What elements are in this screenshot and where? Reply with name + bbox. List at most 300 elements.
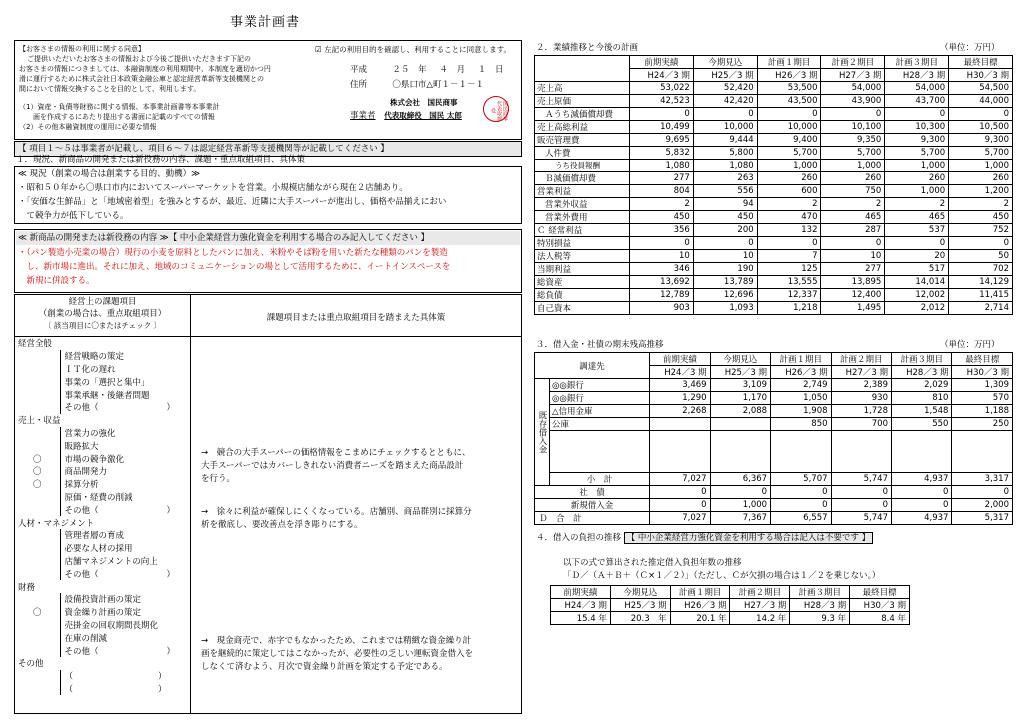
issue-check-mark (15, 555, 60, 568)
loan-column-header: 最終目標 (952, 353, 1013, 366)
address-value: 〇県口市△町１－１－１ (392, 80, 484, 90)
current-status-line: ・昭和５０年から〇県口市内においてスーパーマーケットを営業。小規模店舗ながら現在２店舗あり。 (18, 183, 408, 193)
burden-column-header: 今期見込 (610, 586, 670, 599)
issue-item-row (15, 465, 190, 478)
performance-row (535, 302, 1013, 315)
performance-value: 43,900 (821, 95, 885, 108)
issue-category-row (15, 337, 190, 350)
current-status-line: て競争力が低下している。 (18, 211, 129, 221)
issue-item-row (15, 503, 190, 516)
performance-value: 11,415 (949, 289, 1013, 302)
performance-row (535, 250, 1013, 263)
issue-item-row (15, 439, 190, 452)
loan-period-header: H27／3 期 (831, 366, 891, 379)
loan-value (650, 418, 710, 431)
loan-value: 250 (952, 418, 1013, 431)
representative-name: 代表取締役 国民 太郎 (384, 111, 462, 120)
performance-value: 0 (693, 237, 757, 250)
consent-line: 滑に運行するために株式会社日本政策金融公庫と認定経営革新等支援機関との (19, 75, 264, 83)
performance-value: 2 (885, 198, 949, 211)
performance-value: 10,499 (630, 121, 694, 134)
loan-bonds-value: 0 (891, 486, 951, 499)
loan-total-value: 4,937 (891, 512, 951, 525)
performance-value: 260 (821, 172, 885, 185)
new-product-title: ≪ 新商品の開発または新役務の内容 ≫【 中小企業経営力強化資金を利用する場合のみ記入してください 】 (16, 231, 520, 245)
loan-column-header: 計画２期目 (831, 353, 891, 366)
issue-check-mark (15, 503, 60, 516)
issue-check-mark (15, 542, 60, 555)
consent-agree-text: 左記の利用目的を確認し、利用することに同意します。 (324, 45, 512, 54)
measures-header: 課題項目または重点取組項目を踏まえた具体策 (191, 295, 521, 337)
issue-item-label: 販路拡大 (64, 441, 99, 452)
burden-period-header: H28／3 期 (790, 599, 850, 612)
performance-value: 190 (693, 263, 757, 276)
loan-source-name: △信用金庫 (550, 405, 650, 418)
performance-row (535, 147, 1013, 160)
issue-item-label: 必要な人材の採用 (64, 544, 133, 555)
existing-loans-side-label: 既存借入金 (535, 379, 550, 486)
performance-row-label: うち役員報酬 (535, 160, 630, 172)
loan-row (535, 379, 1013, 392)
issue-check-mark (15, 439, 60, 452)
loan-value: 1,908 (771, 405, 831, 418)
performance-column-header: 最終目標 (949, 56, 1013, 69)
issue-item-row (15, 375, 190, 388)
performance-value: 0 (885, 237, 949, 250)
performance-value: 450 (630, 211, 694, 224)
consent-line: （1）資産・負債等財務に関する情報、本事業計画書等本事業計 (19, 103, 220, 111)
loan-total-value: 5,747 (831, 512, 891, 525)
performance-period-header: H28／3 期 (885, 69, 949, 82)
performance-value: 5,700 (949, 147, 1013, 160)
loan-value: 700 (831, 418, 891, 431)
section1-heading: １．現況、新商品の開発または新役務の内容、課題・重点取組項目、具体策 (16, 155, 306, 165)
consent-line: 画を作成するにあたり提出する書面に記載のすべての情報 (19, 113, 215, 121)
section2-unit: （単位：万円） (940, 43, 1000, 53)
section2-heading: ２．業績推移と今後の計画 (536, 43, 639, 53)
representative-line (350, 109, 462, 121)
loan-source-header: 調達先 (535, 353, 650, 379)
loan-value: 1,050 (771, 392, 831, 405)
section4-line1: 以下の式で算出された推定借入負担年数の推移 (563, 558, 742, 568)
new-product-line: 新規に併設する。 (18, 276, 95, 286)
burden-header-row (551, 586, 910, 599)
measure-line: → 徐々に利益が確保しにくくなっている。店舗別、商品群別に採算分 (201, 507, 472, 517)
issue-check-mark (15, 670, 60, 683)
issue-item-label: 営業力の強化 (64, 428, 116, 439)
performance-value: 260 (757, 172, 821, 185)
section3-heading: ３．借入金・社債の期末残高推移 (536, 340, 664, 350)
performance-value: 1,218 (757, 302, 821, 315)
burden-value: 20.1 年 (670, 612, 730, 625)
section4-heading-line (536, 532, 873, 544)
current-status-box (14, 166, 522, 224)
performance-value: 0 (949, 108, 1013, 121)
issue-check-mark (15, 529, 60, 542)
performance-value: 1,080 (693, 160, 757, 172)
consent-line: お客さまの情報につきましては、本融資制度の利用期間中、本制度を適切かつ円 (19, 65, 271, 73)
performance-value: 1,000 (885, 160, 949, 172)
issue-check-mark (15, 593, 60, 606)
issue-item-label: （ ） (64, 672, 167, 683)
issue-category-row (15, 580, 190, 593)
consent-box (14, 40, 522, 140)
performance-value: 9,300 (885, 134, 949, 147)
loan-value: 1,170 (710, 392, 770, 405)
loan-period-header: H24／3 期 (650, 366, 710, 379)
loan-value: 850 (771, 418, 831, 431)
date-day: １ (477, 65, 487, 75)
consent-line: ご提供いただいたお客さまの情報および今後ご提供いただきます下記の (27, 55, 251, 63)
performance-row-label: 法人税等 (535, 250, 630, 263)
performance-row-label: 総負債 (535, 289, 630, 302)
loan-value: 2,268 (650, 405, 710, 418)
issue-item-row (15, 350, 190, 363)
loan-value: 2,088 (710, 405, 770, 418)
consent-agreement (315, 44, 520, 55)
consent-line: 間において情報交換することを目的として、利用します。 (19, 85, 201, 93)
performance-value: 0 (949, 237, 1013, 250)
performance-value: 2 (630, 198, 694, 211)
performance-value: 13,692 (630, 276, 694, 289)
loan-value: 1,290 (650, 392, 710, 405)
performance-value: 43,500 (757, 95, 821, 108)
loan-value (891, 431, 951, 473)
loan-subtotal-value: 5,707 (771, 473, 831, 486)
burden-value: 14.2 年 (730, 612, 790, 625)
loan-period-header: H28／3 期 (891, 366, 951, 379)
loan-subtotal-value: 4,937 (891, 473, 951, 486)
performance-value: 2 (821, 198, 885, 211)
loan-new-value: 2,000 (952, 499, 1013, 512)
issue-category-label: 経営全般 (18, 339, 53, 350)
performance-value: 2 (757, 198, 821, 211)
issue-check-mark (15, 388, 60, 401)
performance-value: 12,789 (630, 289, 694, 302)
issue-item-label: 採算分析 (64, 480, 99, 491)
performance-row-label: 売上高総利益 (535, 121, 630, 134)
date-year-unit: 年 (418, 65, 427, 75)
burden-value-row (551, 612, 910, 625)
loan-row (535, 405, 1013, 418)
performance-value: 277 (630, 172, 694, 185)
measure-block-3 (201, 635, 521, 674)
issue-item-label: その他（ ） (64, 569, 176, 580)
issue-item-row (15, 593, 190, 606)
performance-row-label: 売上原価 (535, 95, 630, 108)
performance-value: 903 (630, 302, 694, 315)
new-product-box (14, 229, 522, 293)
performance-row (535, 289, 1013, 302)
loan-column-header: 今期見込 (710, 353, 770, 366)
loan-row (535, 418, 1013, 431)
performance-value: 600 (757, 185, 821, 198)
performance-value: 53,500 (757, 82, 821, 95)
performance-value: 260 (885, 172, 949, 185)
performance-value: 465 (885, 211, 949, 224)
company-seal: 国民商事代表取締役 (483, 96, 509, 122)
loan-bonds-value: 0 (771, 486, 831, 499)
loan-period-header: H26／3 期 (771, 366, 831, 379)
performance-row-label: Ｂ減価償却費 (535, 172, 630, 185)
performance-period-header: H26／3 期 (757, 69, 821, 82)
performance-value: 2,714 (949, 302, 1013, 315)
performance-row (535, 172, 1013, 185)
performance-value: 450 (949, 211, 1013, 224)
loan-value (952, 431, 1013, 473)
performance-row-label: 営業外収益 (535, 198, 630, 211)
loan-bonds-value: 0 (710, 486, 770, 499)
measure-line: → 競合の大手スーパーの価格情報をこまめにチェックするとともに、 (201, 448, 471, 458)
performance-row (535, 198, 1013, 211)
issue-category-label: 財務 (18, 582, 36, 593)
performance-value: 125 (757, 263, 821, 276)
burden-value: 20.3 年 (610, 612, 670, 625)
burden-value: 9.3 年 (790, 612, 850, 625)
loan-bonds-value: 0 (831, 486, 891, 499)
performance-value: 54,000 (885, 82, 949, 95)
performance-column-header: 前期実績 (630, 56, 694, 69)
performance-value: 0 (630, 108, 694, 121)
measure-line: 析を徹底し、要改善点を浮き彫りにする。 (201, 520, 363, 530)
issue-check-mark (15, 401, 60, 414)
performance-row (535, 211, 1013, 224)
issue-item-label: 原価・経費の削減 (64, 492, 133, 503)
performance-value: 5,700 (821, 147, 885, 160)
issue-item-label: 資金繰り計画の策定 (64, 608, 142, 619)
performance-period-header: H30／3 期 (949, 69, 1013, 82)
loan-new-value: 0 (891, 499, 951, 512)
burden-column-header: 最終目標 (850, 586, 910, 599)
loan-value: 2,029 (891, 379, 951, 392)
performance-row (535, 95, 1013, 108)
performance-value: 10,000 (757, 121, 821, 134)
performance-value: 0 (757, 237, 821, 250)
loan-value: 570 (952, 392, 1013, 405)
burden-period-row (551, 599, 910, 612)
representative-label: 事業者 (350, 111, 376, 121)
performance-value: 12,337 (757, 289, 821, 302)
loan-value: 3,109 (710, 379, 770, 392)
measure-line: 画を継続的に策定してはこなかったが、必要性の乏しい運転資金借入を (201, 649, 474, 659)
measure-line: → 現金商売で、赤字でもなかったため、これまでは精緻な資金繰り計 (201, 636, 472, 646)
issue-item-row (15, 619, 190, 632)
new-product-line: ・（パン製造小売業の場合）現行の小麦を原料としたパンに加え、米粉やそば粉を用いた新たな種類のパンを製造 (18, 248, 448, 258)
issue-category-row (15, 516, 190, 529)
loan-value (710, 418, 770, 431)
performance-value: 450 (693, 211, 757, 224)
loan-subtotal-row (535, 473, 1013, 486)
performance-row-label: 営業利益 (535, 185, 630, 198)
loan-new-label: 新規借入金 (535, 499, 650, 512)
burden-period-header: H26／3 期 (670, 599, 730, 612)
current-status-title: ≪ 現況（創業の場合は創業する目的、動機）≫ (18, 169, 201, 179)
loan-period-header: H25／3 期 (710, 366, 770, 379)
performance-value: 277 (821, 263, 885, 276)
instruction-banner: 【 項目１～５は事業者が記載し、項目６～７は認定経営革新等支援機関等が記載してください 】 (14, 141, 522, 157)
issue-item-label: 事業承継・後継者問題 (64, 390, 150, 401)
performance-value: 2,012 (885, 302, 949, 315)
measure-block-2 (201, 506, 521, 532)
performance-value: 470 (757, 211, 821, 224)
performance-value: 0 (693, 108, 757, 121)
performance-value: 44,000 (949, 95, 1013, 108)
loan-total-value: 5,317 (952, 512, 1013, 525)
issue-check-mark (15, 363, 60, 376)
consent-text (19, 44, 309, 132)
loan-value: 2,389 (831, 379, 891, 392)
section3-unit: （単位：万円） (940, 340, 1000, 350)
issue-check-mark (15, 350, 60, 363)
performance-value: 1,000 (821, 160, 885, 172)
performance-value: 5,700 (757, 147, 821, 160)
burden-column-header: 前期実績 (551, 586, 611, 599)
date-day-unit: 日 (495, 65, 504, 75)
loan-new-row (535, 499, 1013, 512)
loan-source-name: ◎◎銀行 (550, 379, 650, 392)
issue-category-label: その他 (18, 659, 44, 670)
performance-value: 0 (885, 108, 949, 121)
performance-value: 42,420 (693, 95, 757, 108)
address-line (350, 78, 484, 90)
performance-value: 10 (821, 250, 885, 263)
performance-value: 9,444 (693, 134, 757, 147)
document-title: 事業計画書 (229, 15, 300, 30)
loan-row (535, 392, 1013, 405)
performance-value: 12,400 (821, 289, 885, 302)
issue-check-mark: 〇 (15, 465, 60, 478)
issue-item-row (15, 452, 190, 465)
loan-total-value: 6,557 (771, 512, 831, 525)
loan-column-header: 前期実績 (650, 353, 710, 366)
current-status-line: ・「安価な生鮮品」と「地域密着型」を強みとするが、最近、近隣に大手スーパーが進出し、価格や品揃えにおい (18, 197, 447, 207)
performance-value: 0 (757, 108, 821, 121)
performance-value: 9,400 (757, 134, 821, 147)
performance-value: 10,500 (949, 121, 1013, 134)
issue-item-row (15, 631, 190, 644)
performance-period-header: H27／3 期 (821, 69, 885, 82)
issue-item-label: 事業の「選択と集中」 (64, 377, 150, 388)
performance-value: 9,695 (630, 134, 694, 147)
loan-value (650, 431, 710, 473)
performance-value: 12,696 (693, 289, 757, 302)
loan-subtotal-value: 6,367 (710, 473, 770, 486)
loan-total-row (535, 512, 1013, 525)
issue-item-row (15, 670, 190, 683)
performance-value: 0 (821, 108, 885, 121)
issue-item-label: 設備投資計画の策定 (64, 595, 142, 606)
performance-row (535, 160, 1013, 172)
performance-row (535, 276, 1013, 289)
issue-item-label: 管理者層の育成 (64, 531, 125, 542)
issue-item-row (15, 427, 190, 440)
loan-value: 3,469 (650, 379, 710, 392)
performance-value: 556 (693, 185, 757, 198)
performance-value: 1,000 (949, 160, 1013, 172)
loan-value: 550 (891, 418, 951, 431)
performance-value: 702 (949, 263, 1013, 276)
issue-check-mark (15, 567, 60, 580)
loan-source-name (550, 431, 650, 473)
loan-value: 1,728 (831, 405, 891, 418)
issue-item-label: その他（ ） (64, 403, 176, 414)
issue-category-label: 売上・収益 (18, 416, 61, 427)
issue-check-mark (15, 619, 60, 632)
issues-column (15, 295, 191, 713)
performance-value: 1,080 (630, 160, 694, 172)
performance-column-header: 計画２期目 (821, 56, 885, 69)
performance-value: 54,500 (949, 82, 1013, 95)
issue-category-label: 人材・マネジメント (18, 518, 95, 529)
loan-new-value: 0 (771, 499, 831, 512)
loan-value (710, 431, 770, 473)
performance-header-row (535, 56, 1013, 69)
issue-category-row (15, 414, 190, 427)
issue-item-label: 店舗マネジメントの向上 (64, 556, 158, 567)
performance-value: 14,129 (949, 276, 1013, 289)
performance-value: 10 (630, 250, 694, 263)
issue-check-mark (15, 631, 60, 644)
date-line (350, 62, 504, 78)
performance-value: 804 (630, 185, 694, 198)
issue-check-mark: 〇 (15, 478, 60, 491)
performance-value: 53,022 (630, 82, 694, 95)
issue-item-label: ＩＴ化の遅れ (64, 364, 116, 375)
performance-row-label: 自己資本 (535, 302, 630, 315)
performance-value: 10,100 (821, 121, 885, 134)
burden-period-header: H30／3 期 (850, 599, 910, 612)
performance-row (535, 108, 1013, 121)
performance-value: 1,093 (693, 302, 757, 315)
performance-value: 200 (693, 224, 757, 237)
issue-item-row (15, 529, 190, 542)
performance-row (535, 82, 1013, 95)
loan-total-value: 7,367 (710, 512, 770, 525)
issue-item-label: 市場の競争激化 (64, 454, 125, 465)
issue-item-row (15, 491, 190, 504)
performance-value: 13,789 (693, 276, 757, 289)
issues-area (14, 294, 522, 714)
performance-row (535, 121, 1013, 134)
issue-check-mark (15, 375, 60, 388)
date-year: ２５ (392, 65, 410, 75)
issue-item-label: （ ） (64, 684, 167, 695)
consent-checkbox[interactable]: ☑ (315, 45, 322, 54)
performance-value: 5,800 (693, 147, 757, 160)
address-label: 住所 (350, 80, 368, 90)
performance-value: 94 (693, 198, 757, 211)
loan-subtotal-value: 7,027 (650, 473, 710, 486)
performance-row-label: 売上高 (535, 82, 630, 95)
burden-value: 15.4 年 (551, 612, 611, 625)
performance-period-header: H25／3 期 (693, 69, 757, 82)
burden-column-header: 計画２期目 (730, 586, 790, 599)
loan-subtotal-value: 3,317 (952, 473, 1013, 486)
performance-row-label: 当期利益 (535, 263, 630, 276)
performance-value: 1,495 (821, 302, 885, 315)
issue-item-label: 在庫の削減 (64, 633, 108, 644)
company-name: 株式会社 国民商事 (390, 98, 458, 107)
loan-value (831, 431, 891, 473)
new-product-line: し、新市場に進出。それに加え、地域のコミュニケーションの場として活用するために、イートインスペースを (18, 262, 451, 272)
performance-column-header: 計画３期目 (885, 56, 949, 69)
loan-value: 1,309 (952, 379, 1013, 392)
burden-column-header: 計画３期目 (790, 586, 850, 599)
burden-table (550, 585, 910, 625)
issue-item-row (15, 401, 190, 414)
performance-value: 12,002 (885, 289, 949, 302)
issue-item-label: 売掛金の回収期間長期化 (64, 620, 159, 631)
